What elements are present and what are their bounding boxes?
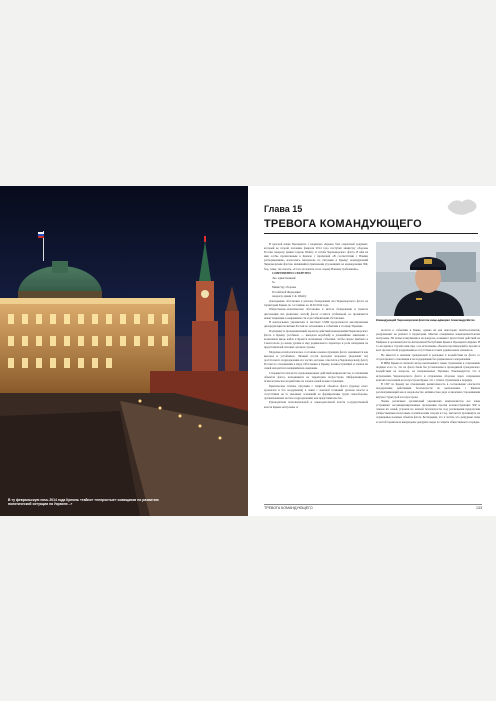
paragraph: Члены различных организаций украинских националистов все чаще устраивают несанкционированные провокации против военнослужащих ЧФ и членов их семей, угрожая их личной безопасности, под различными предлогами (общественным налоговым, политическим спорам и т.п.), пытаются проникнуть на охраняемые военные объекты флота. Беспорядки, что в частях, что дежурные силы и частей гарнизонов вынуждены дежурить меры по защите общественного порядка. [376,399,480,424]
paragraph: генералу армии С.К. Шойгу [272,294,307,299]
chapter-label: Глава 15 [264,204,303,214]
kremlin-night-photo [0,186,248,516]
paragraph: № [272,280,275,285]
paragraph: В центральных украинских и местных СМИ продолжается массированная дискредитация политики России по отношению к событиям в столице Украины. [264,320,368,329]
text-page [248,186,496,516]
photo-illustration [0,186,248,516]
paragraph: Общественно-политическая обстановка в местах базирования и пунктах дислокации сил (воинских частей) флота остаётся стабильной, но проявляется некая тенденция к напряжённости и дестабилизации обстановки. [264,307,368,320]
page-number: 133 [476,506,482,510]
title-rule [264,233,478,234]
admiral-portrait [376,242,480,316]
paragraph: В красной папке Президента с надписью «Крым» был секретный документ, который во второй половине февраля 2014 года поступил министру обороны России генералу армии Сергею Шойгу от штаба Черноморского флота. В нём на имя особы прописанным в Кремле с пропиской «В соответствии с Вашим распоряжением» излагались материалы по ситуации в Крыму: командующий Черноморским флотом, являвшийся признаками угрожавших на командование ЧФ, бор, темы, так сказать, «Стало положить он на охрану Вашему требованию». [264,242,368,271]
paragraph: Сохраняется опасность провокационных действий националистов, в отношении объектов флота, находящихся на территории полуострова. Информационно-психологическое воздействие на членов семей военнослужащих. [264,370,368,383]
portrait-caption: Командующий Черноморским флотом вице-адмирал Александр Витко [376,318,475,322]
crimea-map-icon [446,196,480,218]
chapter-title: ТРЕВОГА КОМАНДУЮЩЕГО [264,218,422,230]
running-footer: ТРЕВОГА КОМАНДУЮЩЕГО [264,506,313,510]
text-column-right [376,242,480,424]
paragraph: В МВД Крыма и силовой сектор высказывают также стремление к сохранению порядка и на то, что на флоте были бы установлены в проводимой гражданского воздействия на вопросы, не направленных Украины. Рекомендуется что я исполнению Черноморского флота и отправлены обороны через сохранение контакта населения на полуострове Крым, что с этим и стремления к порядку. [376,361,480,382]
paragraph: Морально-психологическое состояние военнослужащих флота оценивается как высокое и устойчивое. Личный состав проходит морально (надлежит по) достаточного подразделения и в частях, которые относятся к Черноморскому флоту России по отношениям к меру. Обстановка в Крыму, военнослужащих и членов их семей находится в напряжённом ожидании. [264,349,368,371]
paragraph: Экз. единственный [272,275,296,280]
paragraph: носятся к событиям в Киеве, однако их как некоторые налёты-попытки, раздражения: не решают в территории. Многие совершенно националистически настроены. На почве возмущения и на вопросы, возникает протестных действий не Майдане и органами власти Автономной Республики Крым и Президента Крыма. В то же время в случаях ими при, а на исполнение объекты противоречий и прочих и всех прочностной раздражения и отсутствия на таких радикальных элементов. [376,327,480,352]
paragraph: Руководители исполнительной и законодательной власти государственной власти Крыма настроены от [264,400,368,409]
right-column-body [376,328,480,424]
paragraph: СОВЕРШЕННО СЕКРЕТНО [272,271,311,276]
photo-caption: В ту февральскую ночь 2014 года Кремль «тайно» «непростые» совещания по развитию политической ситуации на Украине...» [8,497,159,506]
book-spread [0,186,496,516]
paragraph: Критическая степень ситуации с защитой объектов флота (прежде всего арсеналов и баз вооружения) в связи с неясной позицией органов власти и отсутствием на то законных оснований на формирование групп самообороны, организованных на базе подразделений, как представительство. [264,383,368,400]
paragraph: В СБУ по Крыму же отношениях решительность в соотношение опасности поддержания действиями безопасности по выполнению с Киевом рассматривающий как и недовольство активностью ряда и многими сторонниками внутри структурой и полуострова. [376,382,480,399]
paragraph: Подчеркнуто провокационный характер действий командования Черноморского флота в Крыму (особенно — выходом кораблей) и дальнейшие заявления о возможном вводе войск в Крым и возможных событиях, чтобы скорее прибыло в Севастополь до конца уровня и мер радикального характера и роли нападения на представителей силовых органов страны. [264,328,368,350]
paragraph: Российской Федерации [272,289,301,294]
paragraph: Докладываю обстановка в регионе базирования сил Черноморского флота на территории Крыма по состоянию на 19.02.2014 года. [264,298,368,307]
text-column-left [264,242,368,409]
paragraph: Министру обороны [272,284,297,289]
paragraph: Не имеется в наличии гражданской и реальные в воздействия на флота со сторон правого отношения и на поддержание без радикального направления. [376,352,480,361]
